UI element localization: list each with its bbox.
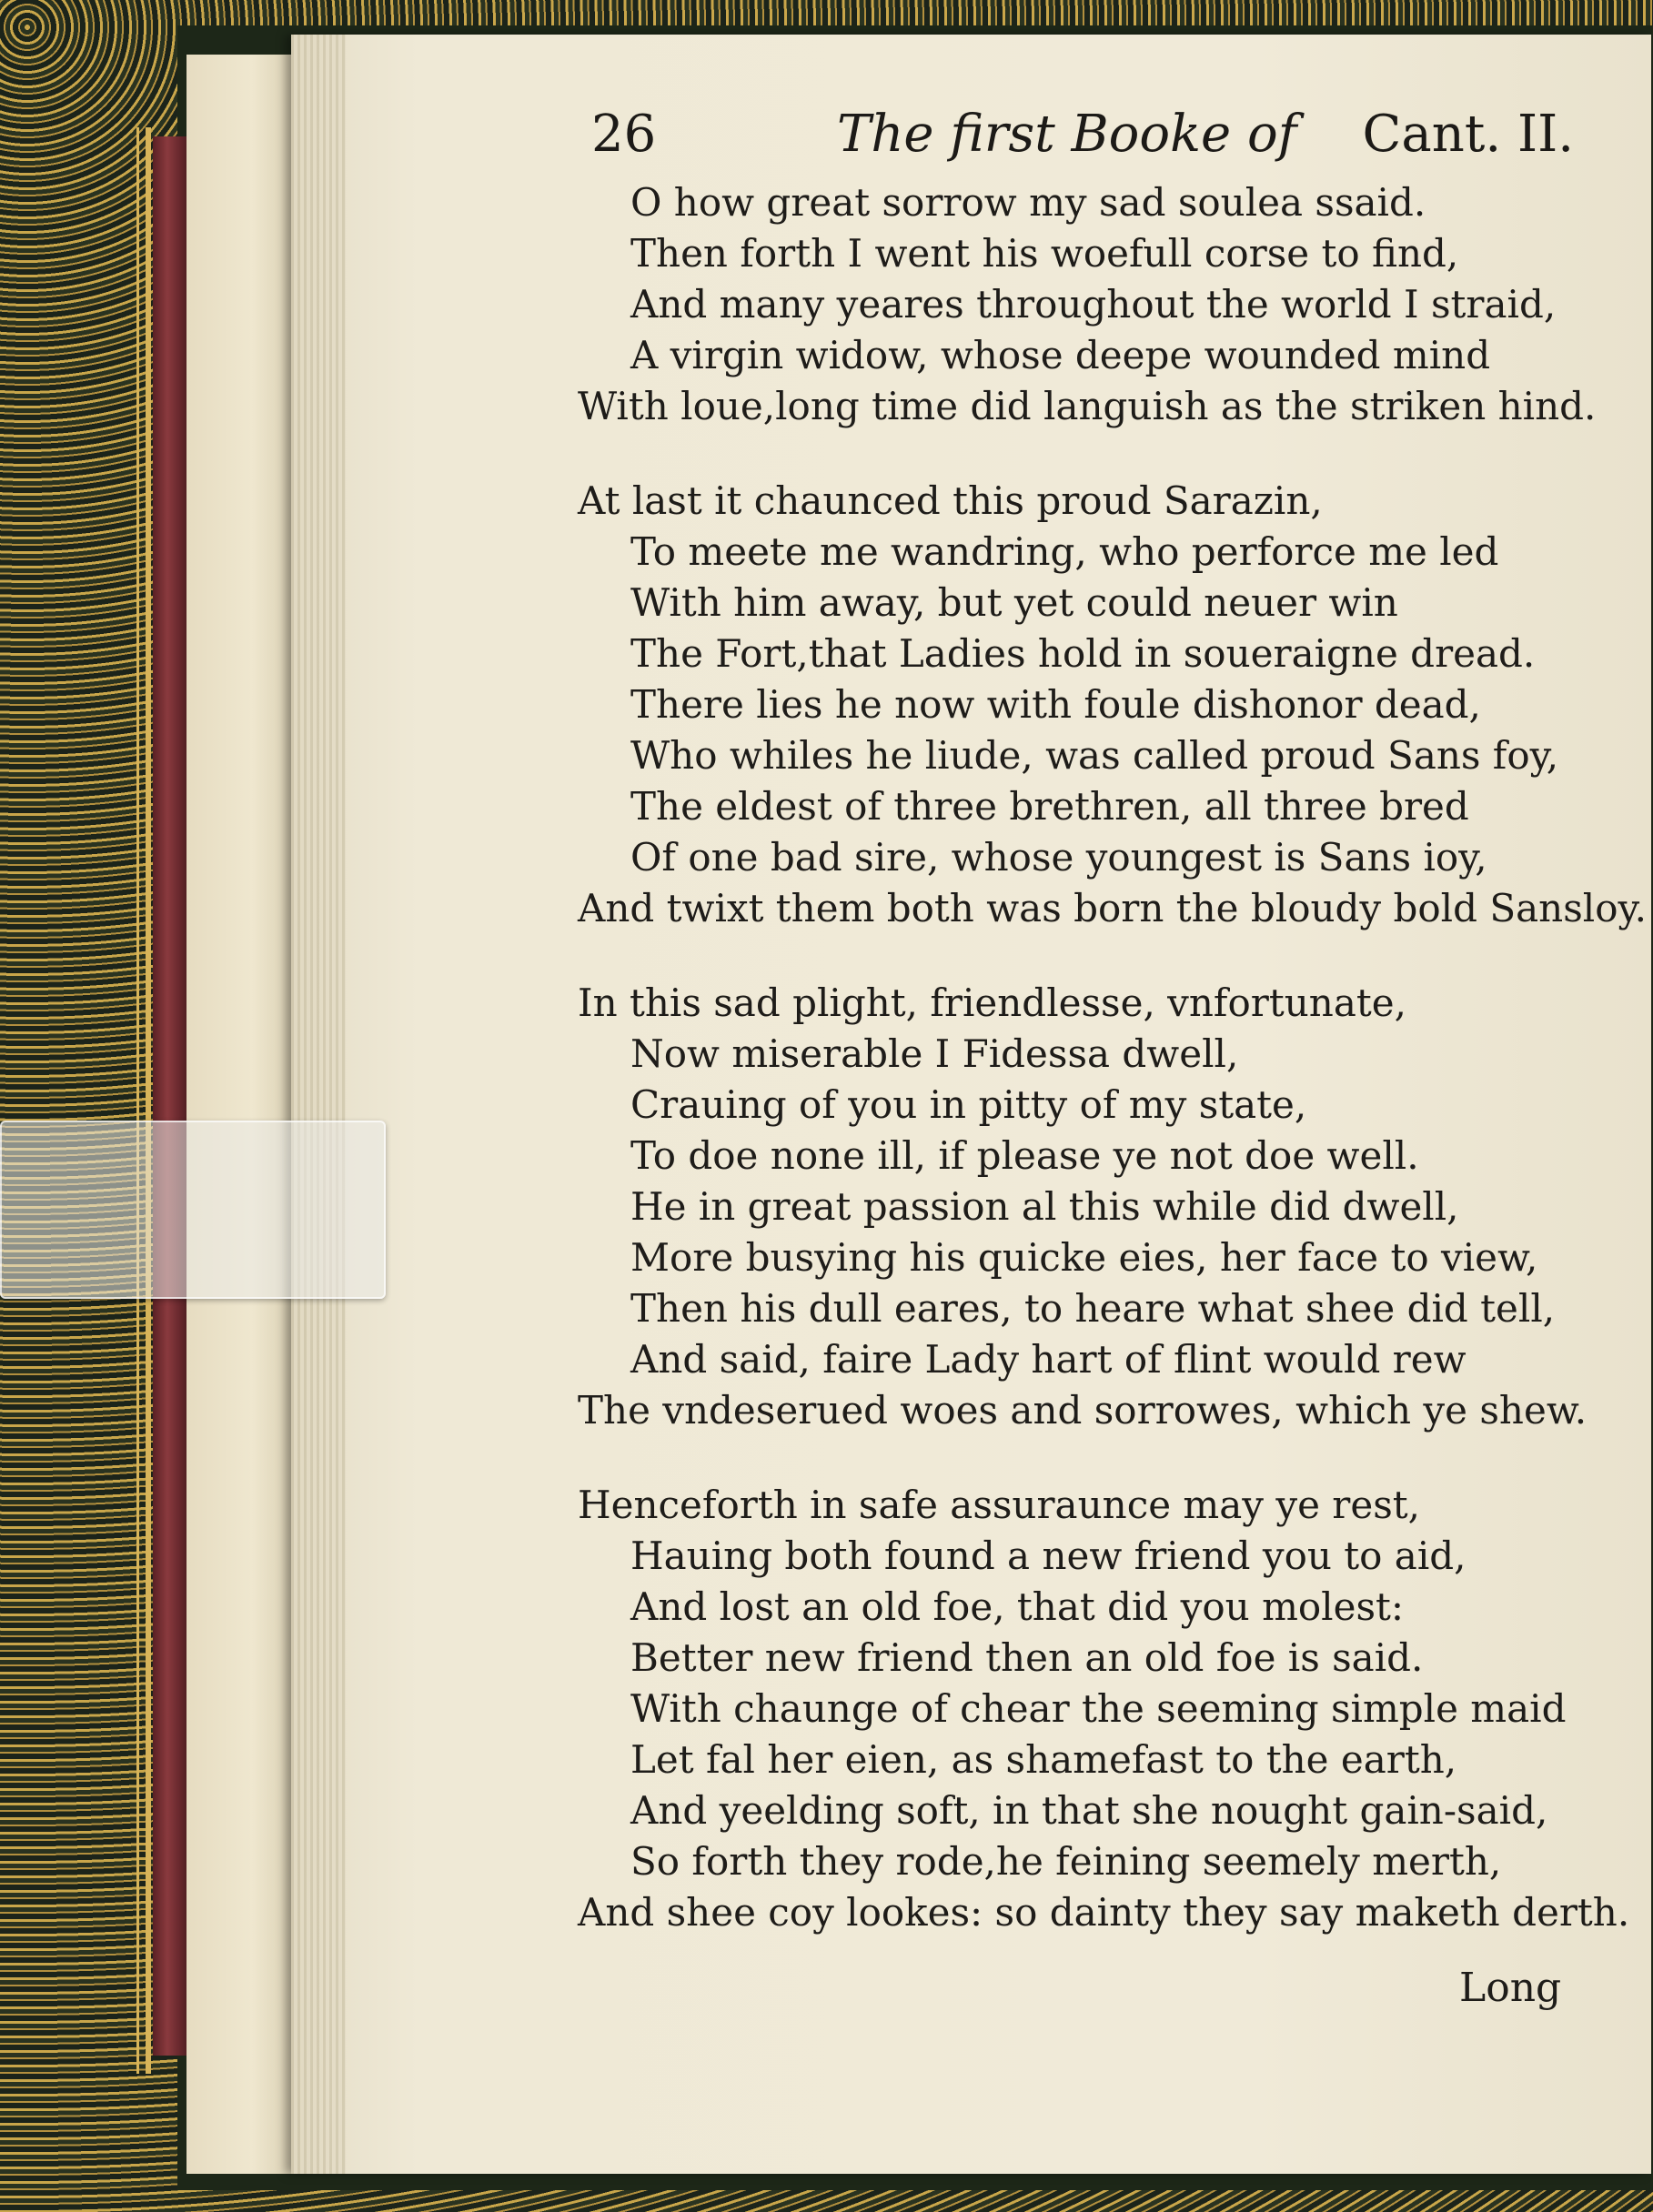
marbled-endpaper: [153, 136, 189, 2056]
canto-label: Cant. II.: [1362, 105, 1574, 164]
verse-line: To doe none ill, if please ye not doe well.: [630, 1133, 1419, 1178]
verse-line: More busying his quicke eies, her face to view,: [630, 1235, 1538, 1280]
verse-line: And yeelding soft, in that she nought gain-said,: [630, 1788, 1548, 1833]
stanza: [578, 978, 1597, 1436]
gilt-rule: [146, 127, 151, 2074]
verse-line: Then forth I went his woefull corse to find,: [630, 231, 1459, 276]
verse-line: A virgin widow, whose deepe wounded mind: [630, 333, 1491, 377]
verse-line: He in great passion al this while did dwell,: [630, 1184, 1459, 1229]
page-gutter-edge: [291, 35, 346, 2174]
verse-line: Of one bad sire, whose youngest is Sans ioy,: [630, 835, 1487, 880]
verse-line: Hauing both found a new friend you to aid,: [630, 1533, 1467, 1578]
verse-line: And shee coy lookes: so dainty they say maketh derth.: [578, 1890, 1630, 1935]
verse-line: With him away, but yet could neuer win: [630, 580, 1398, 625]
stanza: [578, 476, 1647, 934]
running-header: [582, 96, 1583, 177]
running-title: The first Booke of: [837, 105, 1297, 164]
verse-line: With loue,long time did languish as the striken hind.: [578, 384, 1597, 428]
page-holder-clip: [0, 1121, 386, 1299]
verse-line: And said, faire Lady hart of flint would rew: [630, 1337, 1467, 1382]
verse-line: Better new friend then an old foe is said.: [630, 1635, 1424, 1680]
stanza: [578, 177, 1597, 432]
verse-line: The vndeserued woes and sorrowes, which ye shew.: [578, 1388, 1587, 1433]
verse-line: The Fort,that Ladies hold in soueraigne dread.: [630, 631, 1536, 676]
verse-line: With chaunge of chear the seeming simple maid: [630, 1686, 1567, 1731]
verse-line: There lies he now with foule dishonor dead,: [630, 682, 1481, 727]
verse-line: And many yeares throughout the world I straid,: [630, 282, 1557, 327]
verse-line: And twixt them both was born the bloudy bold Sansloy.: [578, 886, 1647, 930]
verse-line: Henceforth in safe assuraunce may ye rest,: [578, 1483, 1421, 1527]
verse-line: Who whiles he liude, was called proud Sans foy,: [630, 733, 1559, 778]
page-number: 26: [591, 105, 657, 164]
verse-line: And lost an old foe, that did you molest:: [630, 1584, 1405, 1629]
flyleaf: [186, 55, 297, 2174]
poem-text: [578, 177, 1647, 1982]
gilt-rule: [136, 127, 139, 2074]
verse-line: Crauing of you in pitty of my state,: [630, 1082, 1307, 1127]
verse-line: O how great sorrow my sad soulea ssaid.: [630, 180, 1426, 225]
verse-line: Let fal her eien, as shamefast to the earth,: [630, 1737, 1457, 1782]
verse-line: Now miserable I Fidessa dwell,: [630, 1031, 1239, 1076]
verse-line: The eldest of three brethren, all three bred: [630, 784, 1469, 829]
verse-line: At last it chaunced this proud Sarazin,: [578, 478, 1323, 523]
stanza: [578, 1480, 1630, 1938]
verse-line: In this sad plight, friendlesse, vnfortunate,: [578, 980, 1406, 1025]
catchword: Long: [1459, 1965, 1562, 2011]
verse-line: Then his dull eares, to heare what shee did tell,: [630, 1286, 1556, 1331]
verse-line: To meete me wandring, who perforce me led: [630, 529, 1499, 574]
verse-line: So forth they rode,he feining seemely merth,: [630, 1839, 1502, 1884]
